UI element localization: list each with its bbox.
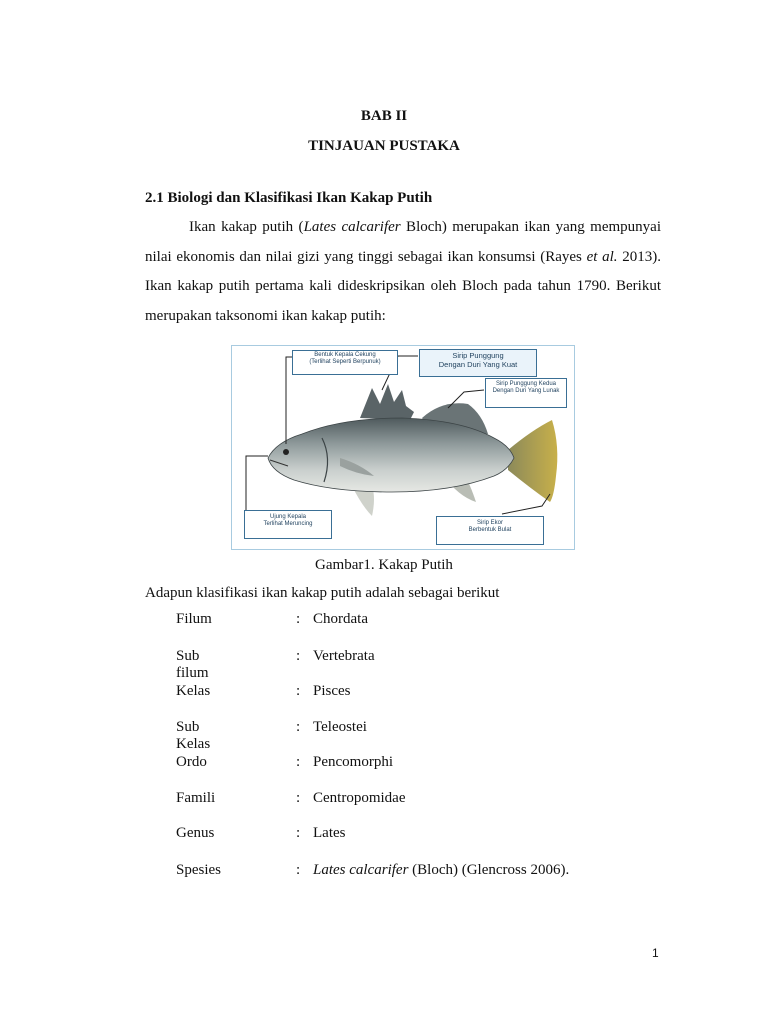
taxonomy-rank: Ordo: [176, 754, 207, 770]
tail-fin: [508, 420, 557, 502]
page-number: 1: [652, 946, 659, 960]
taxonomy-rank: Filum: [176, 611, 212, 627]
label-dorsal-fin: Sirip Punggung Dengan Duri Yang Kuat: [419, 349, 537, 377]
section-heading: 2.1 Biologi dan Klasifikasi Ikan Kakap Putih: [145, 190, 433, 206]
species-name: Lates calcarifer: [303, 219, 401, 235]
taxonomy-separator: :: [296, 611, 301, 627]
taxonomy-separator: :: [296, 790, 301, 806]
taxonomy-rank: Famili: [176, 790, 216, 806]
taxonomy-value: Lates: [313, 825, 346, 841]
taxonomy-value: Chordata: [313, 611, 368, 627]
paragraph-line-4: merupakan taksonomi ikan kakap putih:: [145, 307, 386, 324]
taxonomy-separator: :: [296, 683, 301, 699]
chapter-title: TINJAUAN PUSTAKA: [308, 138, 460, 154]
paragraph-line-1: Ikan kakap putih (Lates calcarifer Bloch) merupakan ikan yang mempunyai: [189, 219, 661, 235]
label-second-dorsal: Sirip Punggung Kedua Dengan Duri Yang Lunak: [485, 378, 567, 408]
taxonomy-value: Lates calcarifer (Bloch) (Glencross 2006).: [313, 862, 570, 878]
species-name: Lates calcarifer: [313, 862, 409, 878]
label-tail: Sirip Ekor Berbentuk Bulat: [436, 516, 544, 545]
pointer-tail: [502, 494, 550, 514]
taxonomy-separator: :: [296, 862, 301, 878]
figure-caption: Gambar1. Kakap Putih: [315, 557, 453, 573]
label-head-shape: Bentuk Kepala Cekung (Terlihat Seperti Berpunuk): [292, 350, 398, 375]
pointer-snout: [246, 456, 268, 514]
label-snout: Ujung Kepala Terlihat Meruncing: [244, 510, 332, 539]
taxonomy-separator: :: [296, 648, 301, 664]
citation-etal: et al.: [586, 248, 618, 265]
taxonomy-separator: :: [296, 825, 301, 841]
taxonomy-rank: Genus: [176, 825, 215, 841]
taxonomy-value: Vertebrata: [313, 648, 375, 664]
taxonomy-value: Teleostei: [313, 719, 367, 735]
paragraph-line-3: Ikan kakap putih pertama kali dideskripsikan oleh Bloch pada tahun 1790. Berikut: [145, 278, 661, 294]
taxonomy-rank: Spesies: [176, 862, 221, 878]
taxonomy-separator: :: [296, 754, 301, 770]
taxonomy-value: Pisces: [313, 683, 351, 699]
paragraph-line-2: nilai ekonomis dan nilai gizi yang tinggi sebagai ikan konsumsi (Rayes et al. 2013).: [145, 248, 662, 265]
taxonomy-value: Pencomorphi: [313, 754, 393, 770]
classification-intro: Adapun klasifikasi ikan kakap putih adalah sebagai berikut: [145, 585, 500, 601]
taxonomy-separator: :: [296, 719, 301, 735]
taxonomy-rank: Sub Kelas: [176, 719, 211, 752]
taxonomy-rank: Sub filum: [176, 648, 209, 681]
fish-figure: [231, 345, 575, 550]
taxonomy-value: Centropomidae: [313, 790, 406, 806]
fish-eye: [283, 449, 289, 455]
dorsal-fin-spiny: [360, 384, 414, 420]
body-paragraph: [145, 213, 661, 331]
taxonomy-rank: Kelas: [176, 683, 211, 699]
chapter-number: BAB II: [360, 108, 408, 124]
